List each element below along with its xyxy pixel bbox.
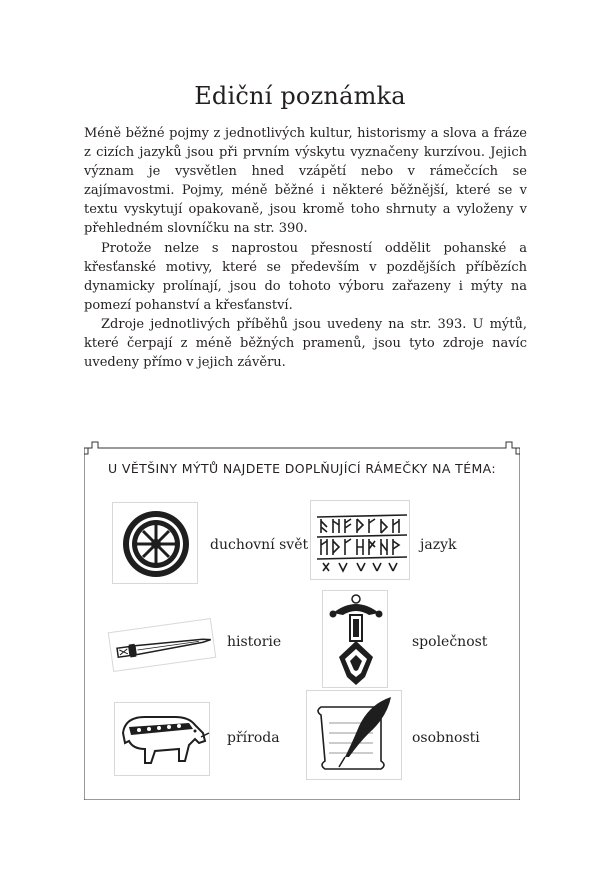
sun-wheel-icon	[112, 502, 198, 584]
label-osobnosti: osobnosti	[412, 730, 480, 746]
label-priroda: příroda	[227, 730, 280, 746]
page-title: Ediční poznámka	[194, 82, 406, 110]
label-jazyk: jazyk	[420, 537, 457, 553]
label-historie: historie	[227, 634, 282, 650]
info-box	[84, 440, 520, 800]
boar-icon	[114, 702, 210, 776]
quill-scroll-icon	[306, 690, 402, 780]
runes-icon	[310, 500, 410, 580]
brooch-icon	[322, 590, 388, 688]
box-heading: U VĚTŠINY MÝTŮ NAJDETE DOPLŇUJÍCÍ RÁMEČKY NA TÉMA:	[107, 461, 497, 476]
paragraph: Zdroje jednotlivých příběhů jsou uvedeny na str. 393. U mýtů, které čerpají z méně běžných pramenů, jsou tyto zdroje navíc uvedeny přímo v jejich závěru.	[84, 316, 527, 371]
label-duchovni-svet: duchovní svět	[210, 537, 309, 553]
paragraph: Méně běžné pojmy z jednotlivých kultur, historismy a slova a fráze z cizích jazyků jsou při prvním výskytu vyznačeny kurzívou. Jejich význam je vysvětlen hned vzápětí nebo v rámečcích se zajímavostmi. Pojmy, méně běžné i některé běžnější, které se v textu vyskytují opakovaně, jsou kromě toho shrnuty a vyloženy v přehledném slovníčku na str. 390.	[84, 126, 527, 237]
paragraph: Protože nelze s naprostou přesností oddělit pohanské a křesťanské motivy, které se především v pozdějších příbězích dynamicky prolínají, jsou do tohoto výboru zařazeny i mýty na pomezí pohanství a křesťanství.	[84, 240, 527, 313]
label-spolecnost: společnost	[412, 634, 488, 650]
body-text	[84, 124, 527, 372]
